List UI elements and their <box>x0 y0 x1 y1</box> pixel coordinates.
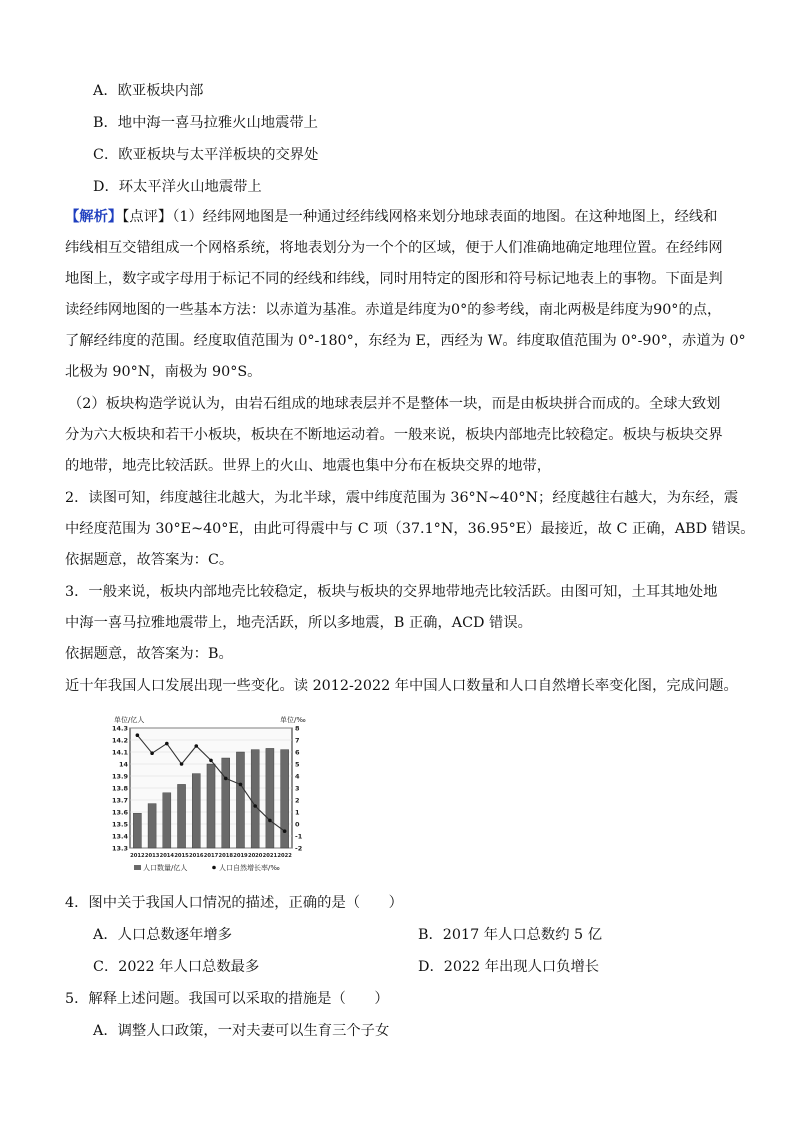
left-tick-label: 14 <box>118 760 128 769</box>
q4-option-a: A．人口总数逐年增多 <box>93 927 232 943</box>
population-bar <box>192 774 200 848</box>
right-tick-label: 8 <box>295 724 300 733</box>
right-tick-label: -1 <box>295 832 303 841</box>
x-tick-label: 2020 <box>247 853 263 859</box>
q1-option-a: A．欧亚板块内部 <box>93 83 204 99</box>
q5-stem: 5．解释上述问题。我国可以采取的措施是（ ） <box>65 991 389 1007</box>
right-tick-label: 4 <box>295 772 300 781</box>
left-tick-label: 13.4 <box>112 832 128 841</box>
left-tick-label: 13.6 <box>112 808 128 817</box>
legend-bar-label: 人口数量/亿人 <box>143 864 188 872</box>
population-bar <box>222 758 230 848</box>
q3-analysis-line2: 中海一喜马拉雅地震带上，地壳活跃，所以多地震，B 正确，ACD 错误。 <box>65 615 532 631</box>
growth-rate-point <box>224 777 228 781</box>
q1-option-c: C．欧亚板块与太平洋板块的交界处 <box>93 147 319 163</box>
population-bar <box>207 764 215 848</box>
growth-rate-point <box>150 751 154 755</box>
q4-option-c: C．2022 年人口总数最多 <box>93 959 260 975</box>
population-bar <box>251 750 259 848</box>
x-tick-label: 2012 <box>130 853 145 859</box>
left-tick-label: 14.3 <box>112 724 128 733</box>
q4-option-b: B．2017 年人口总数约 5 亿 <box>418 927 602 943</box>
left-tick-label: 14.1 <box>112 748 128 757</box>
analysis-para1-line6: 北极为 90°N，南极为 90°S。 <box>65 364 262 380</box>
q4-stem: 4．图中关于我国人口情况的描述，正确的是（ ） <box>65 895 403 911</box>
analysis-para1-line3: 地图上，数字或字母用于标记不同的经线和纬线，同时用特定的图形和符号标记地表上的事物。下面是判 <box>65 271 723 287</box>
population-bar <box>133 813 141 848</box>
population-chart-svg <box>112 712 312 878</box>
analysis-para2-line1: （2）板块构造学说认为，由岩石组成的地球表层并不是整体一块，而是由板块拼合而成的。全球大致划 <box>68 396 721 412</box>
q1-option-d: D．环太平洋火山地震带上 <box>93 179 262 195</box>
growth-rate-point <box>253 804 257 808</box>
right-tick-label: -2 <box>295 844 303 853</box>
q5-option-a: A．调整人口政策，一对夫妻可以生育三个子女 <box>93 1023 390 1039</box>
question-intro: 近十年我国人口发展出现一些变化。读 2012-2022 年中国人口数量和人口自然增长率变化图，完成问题。 <box>65 678 738 694</box>
population-bar <box>163 793 171 848</box>
comment-tag: 【点评】 <box>122 209 173 225</box>
left-tick-label: 13.7 <box>112 796 128 805</box>
population-bar <box>177 784 185 848</box>
x-tick-label: 2014 <box>159 853 175 859</box>
population-bar <box>148 804 156 848</box>
growth-rate-point <box>136 733 140 737</box>
q3-answer: 依据题意，故答案为：B。 <box>65 646 233 662</box>
analysis-para2-line2: 分为六大板块和若干小板块，板块在不断地运动着。一般来说，板块内部地壳比较稳定。板块与板块交界 <box>65 427 723 443</box>
x-tick-label: 2022 <box>277 853 292 859</box>
q3-analysis-line1: 3．一般来说，板块内部地壳比较稳定，板块与板块的交界地带地壳比较活跃。由图可知，土耳其地处地 <box>65 584 718 600</box>
left-tick-label: 13.8 <box>112 784 128 793</box>
left-tick-label: 13.9 <box>112 772 128 781</box>
x-tick-label: 2017 <box>203 853 219 859</box>
population-bar <box>266 748 274 848</box>
q2-analysis-line1: 2．读图可知，纬度越往北越大，为北半球，震中纬度范围为 36°N~40°N；经度越往右越大，为东经，震 <box>65 490 739 506</box>
q2-analysis-line2: 中经度范围为 30°E~40°E，由此可得震中与 C 项（37.1°N，36.95°E）最接近，故 C 正确，ABD 错误。 <box>65 521 755 537</box>
x-tick-label: 2016 <box>189 853 204 859</box>
x-tick-label: 2021 <box>262 853 278 859</box>
legend-line-swatch <box>212 866 216 870</box>
analysis-para1-line2: 纬线相互交错组成一个网格系统，将地表划分为一个个的区域，便于人们准确地确定地理位置。在经纬网 <box>65 240 723 256</box>
analysis-para1-line1 <box>65 206 717 228</box>
analysis-para1-line5: 了解经纬度的范围。经度取值范围为 0°-180°，东经为 E，西经为 W。纬度取值范围为 0°-90°，赤道为 0° <box>65 333 746 349</box>
right-tick-label: 6 <box>295 748 300 757</box>
left-axis-unit: 单位/亿人 <box>114 716 145 724</box>
population-chart <box>112 712 312 878</box>
left-tick-label: 13.5 <box>112 820 128 829</box>
right-axis-unit: 单位/‰ <box>280 716 306 724</box>
growth-rate-point <box>194 744 198 748</box>
analysis-text: （1）经纬网地图是一种通过经纬线网格来划分地球表面的地图。在这种地图上，经线和 <box>172 209 718 225</box>
growth-rate-point <box>283 829 287 833</box>
right-tick-label: 1 <box>295 808 300 817</box>
left-tick-label: 14.2 <box>112 736 128 745</box>
growth-rate-point <box>268 819 272 823</box>
growth-rate-point <box>239 783 243 787</box>
population-bar <box>236 752 244 848</box>
analysis-para1-line4: 读经纬网地图的一些基本方法：以赤道为基准。赤道是纬度为0°的参考线，南北两极是纬度为90°的点， <box>65 302 722 318</box>
right-tick-label: 7 <box>295 736 300 745</box>
left-tick-label: 13.3 <box>112 844 128 853</box>
population-bar <box>281 750 289 848</box>
growth-rate-point <box>165 742 169 746</box>
q2-answer: 依据题意，故答案为：C。 <box>65 552 234 568</box>
right-tick-label: 0 <box>295 820 300 829</box>
growth-rate-point <box>180 762 184 766</box>
q1-option-b: B．地中海一喜马拉雅火山地震带上 <box>93 115 318 131</box>
x-tick-label: 2018 <box>218 853 233 859</box>
x-tick-label: 2019 <box>233 853 248 859</box>
analysis-para2-line3: 的地带，地壳比较活跃。世界上的火山、地震也集中分布在板块交界的地带， <box>65 458 552 474</box>
growth-rate-point <box>209 759 213 763</box>
x-tick-label: 2015 <box>174 853 189 859</box>
legend-line-label: 人口自然增长率/‰ <box>219 864 280 872</box>
right-tick-label: 3 <box>295 784 300 793</box>
q4-option-d: D．2022 年出现人口负增长 <box>418 959 600 975</box>
legend-bar-swatch <box>134 865 141 870</box>
analysis-tag: 【解析】 <box>65 209 123 225</box>
right-tick-label: 5 <box>295 760 300 769</box>
right-tick-label: 2 <box>295 796 300 805</box>
x-tick-label: 2013 <box>144 853 160 859</box>
